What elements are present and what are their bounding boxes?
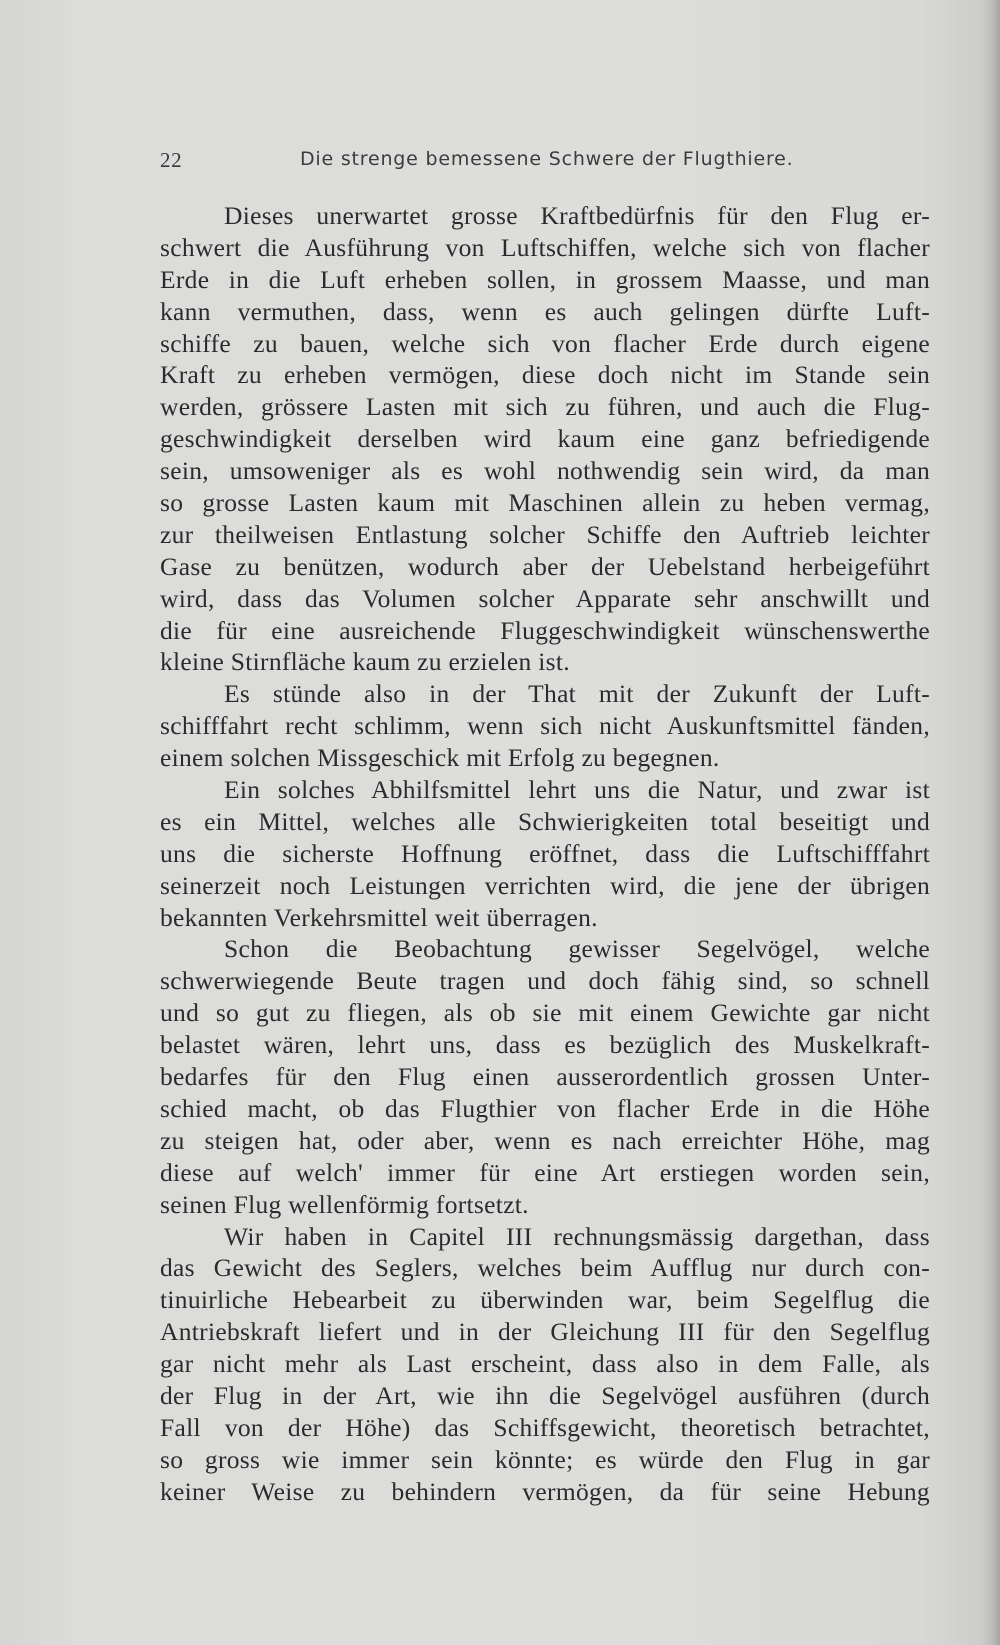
- text-line: gar nicht mehr als Last erscheint, dass also in dem Falle, als: [160, 1349, 930, 1379]
- text-line: das Gewicht des Seglers, welches beim Aufflug nur durch con-: [160, 1253, 930, 1283]
- text-line: zu steigen hat, oder aber, wenn es nach erreichter Höhe, mag: [160, 1125, 930, 1155]
- text-line: schifffahrt recht schlimm, wenn sich nicht Auskunftsmittel fänden,: [160, 711, 930, 741]
- text-line: belastet wären, lehrt uns, dass es bezüglich des Muskelkraft-: [160, 1030, 930, 1060]
- text-line: Wir haben in Capitel III rechnungsmässig dargethan, dass: [224, 1221, 930, 1251]
- text-line: uns die sicherste Hoffnung eröffnet, dass die Luftschifffahrt: [160, 838, 930, 868]
- text-line: und so gut zu fliegen, als ob sie mit einem Gewichte gar nicht: [160, 998, 930, 1028]
- text-line: keiner Weise zu behindern vermögen, da für seine Hebung: [160, 1476, 930, 1506]
- text-line: einem solchen Missgeschick mit Erfolg zu begegnen.: [160, 743, 720, 773]
- text-line: die für eine ausreichende Fluggeschwindigkeit wünschenswerthe: [160, 615, 930, 645]
- text-line: Erde in die Luft erheben sollen, in grossem Maasse, und man: [160, 264, 930, 294]
- text-line: sein, umsoweniger als es wohl nothwendig sein wird, da man: [160, 456, 930, 486]
- text-line: kann vermuthen, dass, wenn es auch gelingen dürfte Luft-: [160, 296, 930, 326]
- body-text: [160, 200, 930, 1508]
- page-number: 22: [160, 148, 183, 172]
- text-line: es ein Mittel, welches alle Schwierigkeiten total beseitigt und: [160, 806, 930, 836]
- text-line: kleine Stirnfläche kaum zu erzielen ist.: [160, 647, 570, 677]
- text-line: schwert die Ausführung von Luftschiffen, welche sich von flacher: [160, 232, 930, 262]
- text-line: bedarfes für den Flug einen ausserordentlich grossen Unter-: [160, 1062, 930, 1092]
- text-line: so gross wie immer sein könnte; es würde den Flug in gar: [160, 1444, 930, 1474]
- text-line: bekannten Verkehrsmittel weit überragen.: [160, 902, 598, 932]
- text-line: Fall von der Höhe) das Schiffsgewicht, theoretisch betrachtet,: [160, 1412, 930, 1442]
- page-header: [160, 148, 935, 176]
- text-line: wird, dass das Volumen solcher Apparate sehr anschwillt und: [160, 583, 930, 613]
- text-line: Es stünde also in der That mit der Zukunft der Luft-: [224, 679, 930, 709]
- text-line: zur theilweisen Entlastung solcher Schiffe den Auftrieb leichter: [160, 519, 930, 549]
- text-line: Ein solches Abhilfsmittel lehrt uns die Natur, und zwar ist: [224, 775, 930, 805]
- page-edge-shadow: [982, 0, 1000, 1645]
- text-line: Dieses unerwartet grosse Kraftbedürfnis für den Flug er-: [224, 201, 930, 230]
- text-line: Kraft zu erheben vermögen, diese doch nicht im Stande sein: [160, 360, 930, 390]
- text-line: werden, grössere Lasten mit sich zu führen, und auch die Flug-: [160, 392, 930, 422]
- text-line: schwerwiegende Beute tragen und doch fähig sind, so schnell: [160, 966, 930, 996]
- text-line: Antriebskraft liefert und in der Gleichung III für den Segelflug: [160, 1317, 930, 1347]
- text-line: geschwindigkeit derselben wird kaum eine ganz befriedigende: [160, 424, 930, 454]
- running-title: Die strenge bemessene Schwere der Flugthiere.: [300, 148, 794, 170]
- text-line: tinuirliche Hebearbeit zu überwinden war, beim Segelflug die: [160, 1285, 930, 1315]
- text-line: Gase zu benützen, wodurch aber der Uebelstand herbeigeführt: [160, 551, 930, 581]
- text-line: schied macht, ob das Flugthier von flacher Erde in die Höhe: [160, 1093, 930, 1123]
- text-line: Schon die Beobachtung gewisser Segelvögel, welche: [224, 934, 930, 964]
- text-line: seinerzeit noch Leistungen verrichten wird, die jene der übrigen: [160, 870, 930, 900]
- text-line: so grosse Lasten kaum mit Maschinen allein zu heben vermag,: [160, 488, 930, 518]
- text-line: schiffe zu bauen, welche sich von flacher Erde durch eigene: [160, 328, 930, 358]
- text-line: seinen Flug wellenförmig fortsetzt.: [160, 1189, 529, 1219]
- text-line: der Flug in der Art, wie ihn die Segelvögel ausführen (durch: [160, 1380, 930, 1410]
- text-line: diese auf welch' immer für eine Art erstiegen worden sein,: [160, 1157, 930, 1187]
